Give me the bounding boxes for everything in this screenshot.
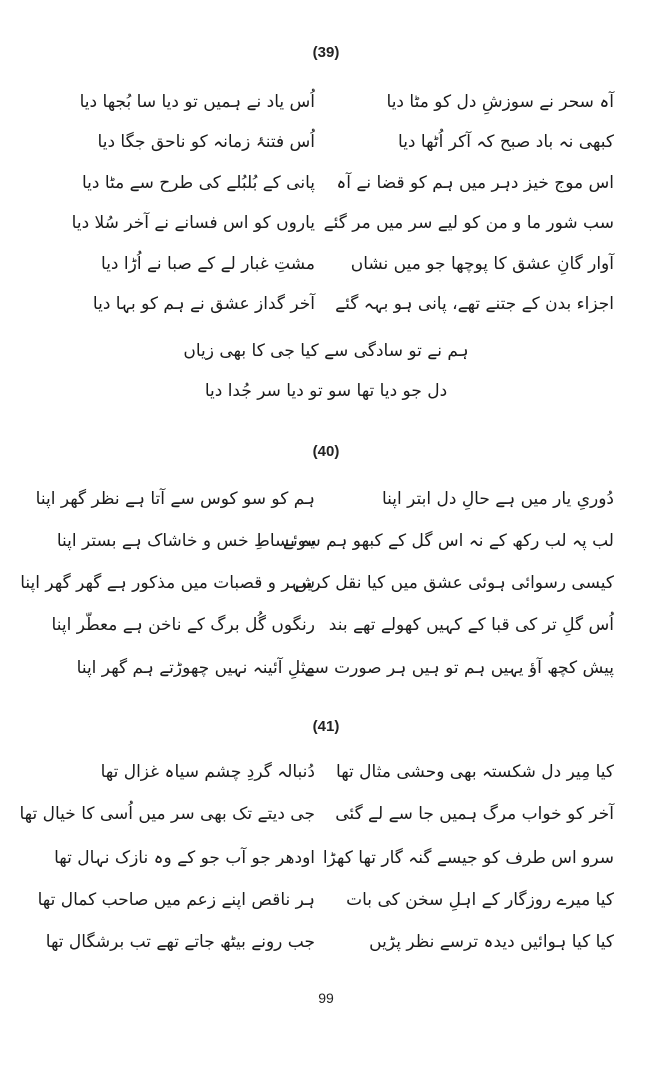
verse-line: مشتِ غبار لے کے صبا نے اُڑا دیا <box>101 254 315 274</box>
verse-line: اُس گلِ تر کی قبا کے کہیں کھولے تھے بند <box>328 615 614 635</box>
verse-line: پیش کچھ آؤ یہیں ہم تو ہیں ہر صورت سے <box>304 658 614 678</box>
verse-line: کیا مِیر دل شکستہ بھی وحشی مثال تھا <box>336 762 614 782</box>
final-couplet-line: دل جو دیا تھا سو تو دیا سر جُدا دیا <box>204 381 448 401</box>
verse-line: کبھی نہ باد صبح کہ آکر اُٹھا دیا <box>398 132 614 152</box>
verse-line: ہم کو سو کوس سے آتا ہے نظر گھر اپنا <box>35 489 315 509</box>
verse-line: اُس یاد نے ہمیں تو دیا سا بُجھا دیا <box>79 92 315 112</box>
verse-line: اودھر جو آب جو کے وہ نازک نہال تھا <box>54 848 315 868</box>
verse-line: دُوریِ یار میں ہے حالِ دل ابتر اپنا <box>381 489 614 509</box>
verse-line: یہ بساطِ خس و خاشاک ہے بستر اپنا <box>56 531 315 551</box>
verse-line: دُنبالہ گردِ چشم سیاہ غزال تھا <box>100 762 315 782</box>
verse-line: کیسی رسوائی ہوئی عشق میں کیا نقل کریں <box>294 573 614 593</box>
verse-line: جی دیتے تک بھی سر میں اُسی کا خیال تھا <box>19 804 315 824</box>
poem-number-39: (39) <box>312 44 340 61</box>
verse-line: لب پہ لب رکھ کے نہ اس گل کے کبھو ہم سوئے <box>282 531 614 551</box>
verse-line: پانی کے بُلبُلے کی طرح سے مٹا دیا <box>81 173 315 193</box>
verse-line: اجزاء بدن کے جتنے تھے، پانی ہو بہہ گئے <box>335 294 614 314</box>
verse-line: سرو اس طرف کو جیسے گنہ گار تھا کھڑا <box>322 848 614 868</box>
verse-line: آہ سحر نے سوزشِ دل کو مٹا دیا <box>386 92 614 112</box>
verse-line: رنگوں گُل برگ کے ناخن ہے معطّر اپنا <box>51 615 315 635</box>
verse-line: آوار گانِ عشق کا پوچھا جو میں نشاں <box>350 254 614 274</box>
verse-line: مثلِ آئینہ نہیں چھوڑتے ہم گھر اپنا <box>76 658 315 678</box>
verse-line: اس موج خیز دہر میں ہم کو قضا نے آہ <box>336 173 614 193</box>
verse-line: جب رونے بیٹھ جاتے تھے تب برشگال تھا <box>45 932 315 952</box>
final-couplet-line: ہم نے تو سادگی سے کیا جی کا بھی زیاں <box>183 341 469 361</box>
verse-line: کیا میرے روزگار کے اہلِ سخن کی بات <box>346 890 614 910</box>
verse-line: شہر و قصبات میں مذکور ہے گھر گھر اپنا <box>20 573 315 593</box>
poem-number-40: (40) <box>312 443 340 460</box>
poem-number-41: (41) <box>312 718 340 735</box>
verse-line: آخر گداز عشق نے ہم کو بہا دیا <box>92 294 315 314</box>
verse-line: سب شور ما و من کو لیے سر میں مر گئے <box>323 213 614 233</box>
page-number: 99 <box>318 990 334 1006</box>
verse-line: کیا کیا ہوائیں دیدہ ترسے نظر پڑیں <box>369 932 614 952</box>
verse-line: ہر ناقص اپنے زعم میں صاحب کمال تھا <box>37 890 315 910</box>
verse-line: اُس فتنۂ زمانہ کو ناحق جگا دیا <box>97 132 315 152</box>
verse-line: یاروں کو اس فسانے نے آخر سُلا دیا <box>71 213 315 233</box>
verse-line: آخر کو خواب مرگ ہمیں جا سے لے گئی <box>335 804 614 824</box>
